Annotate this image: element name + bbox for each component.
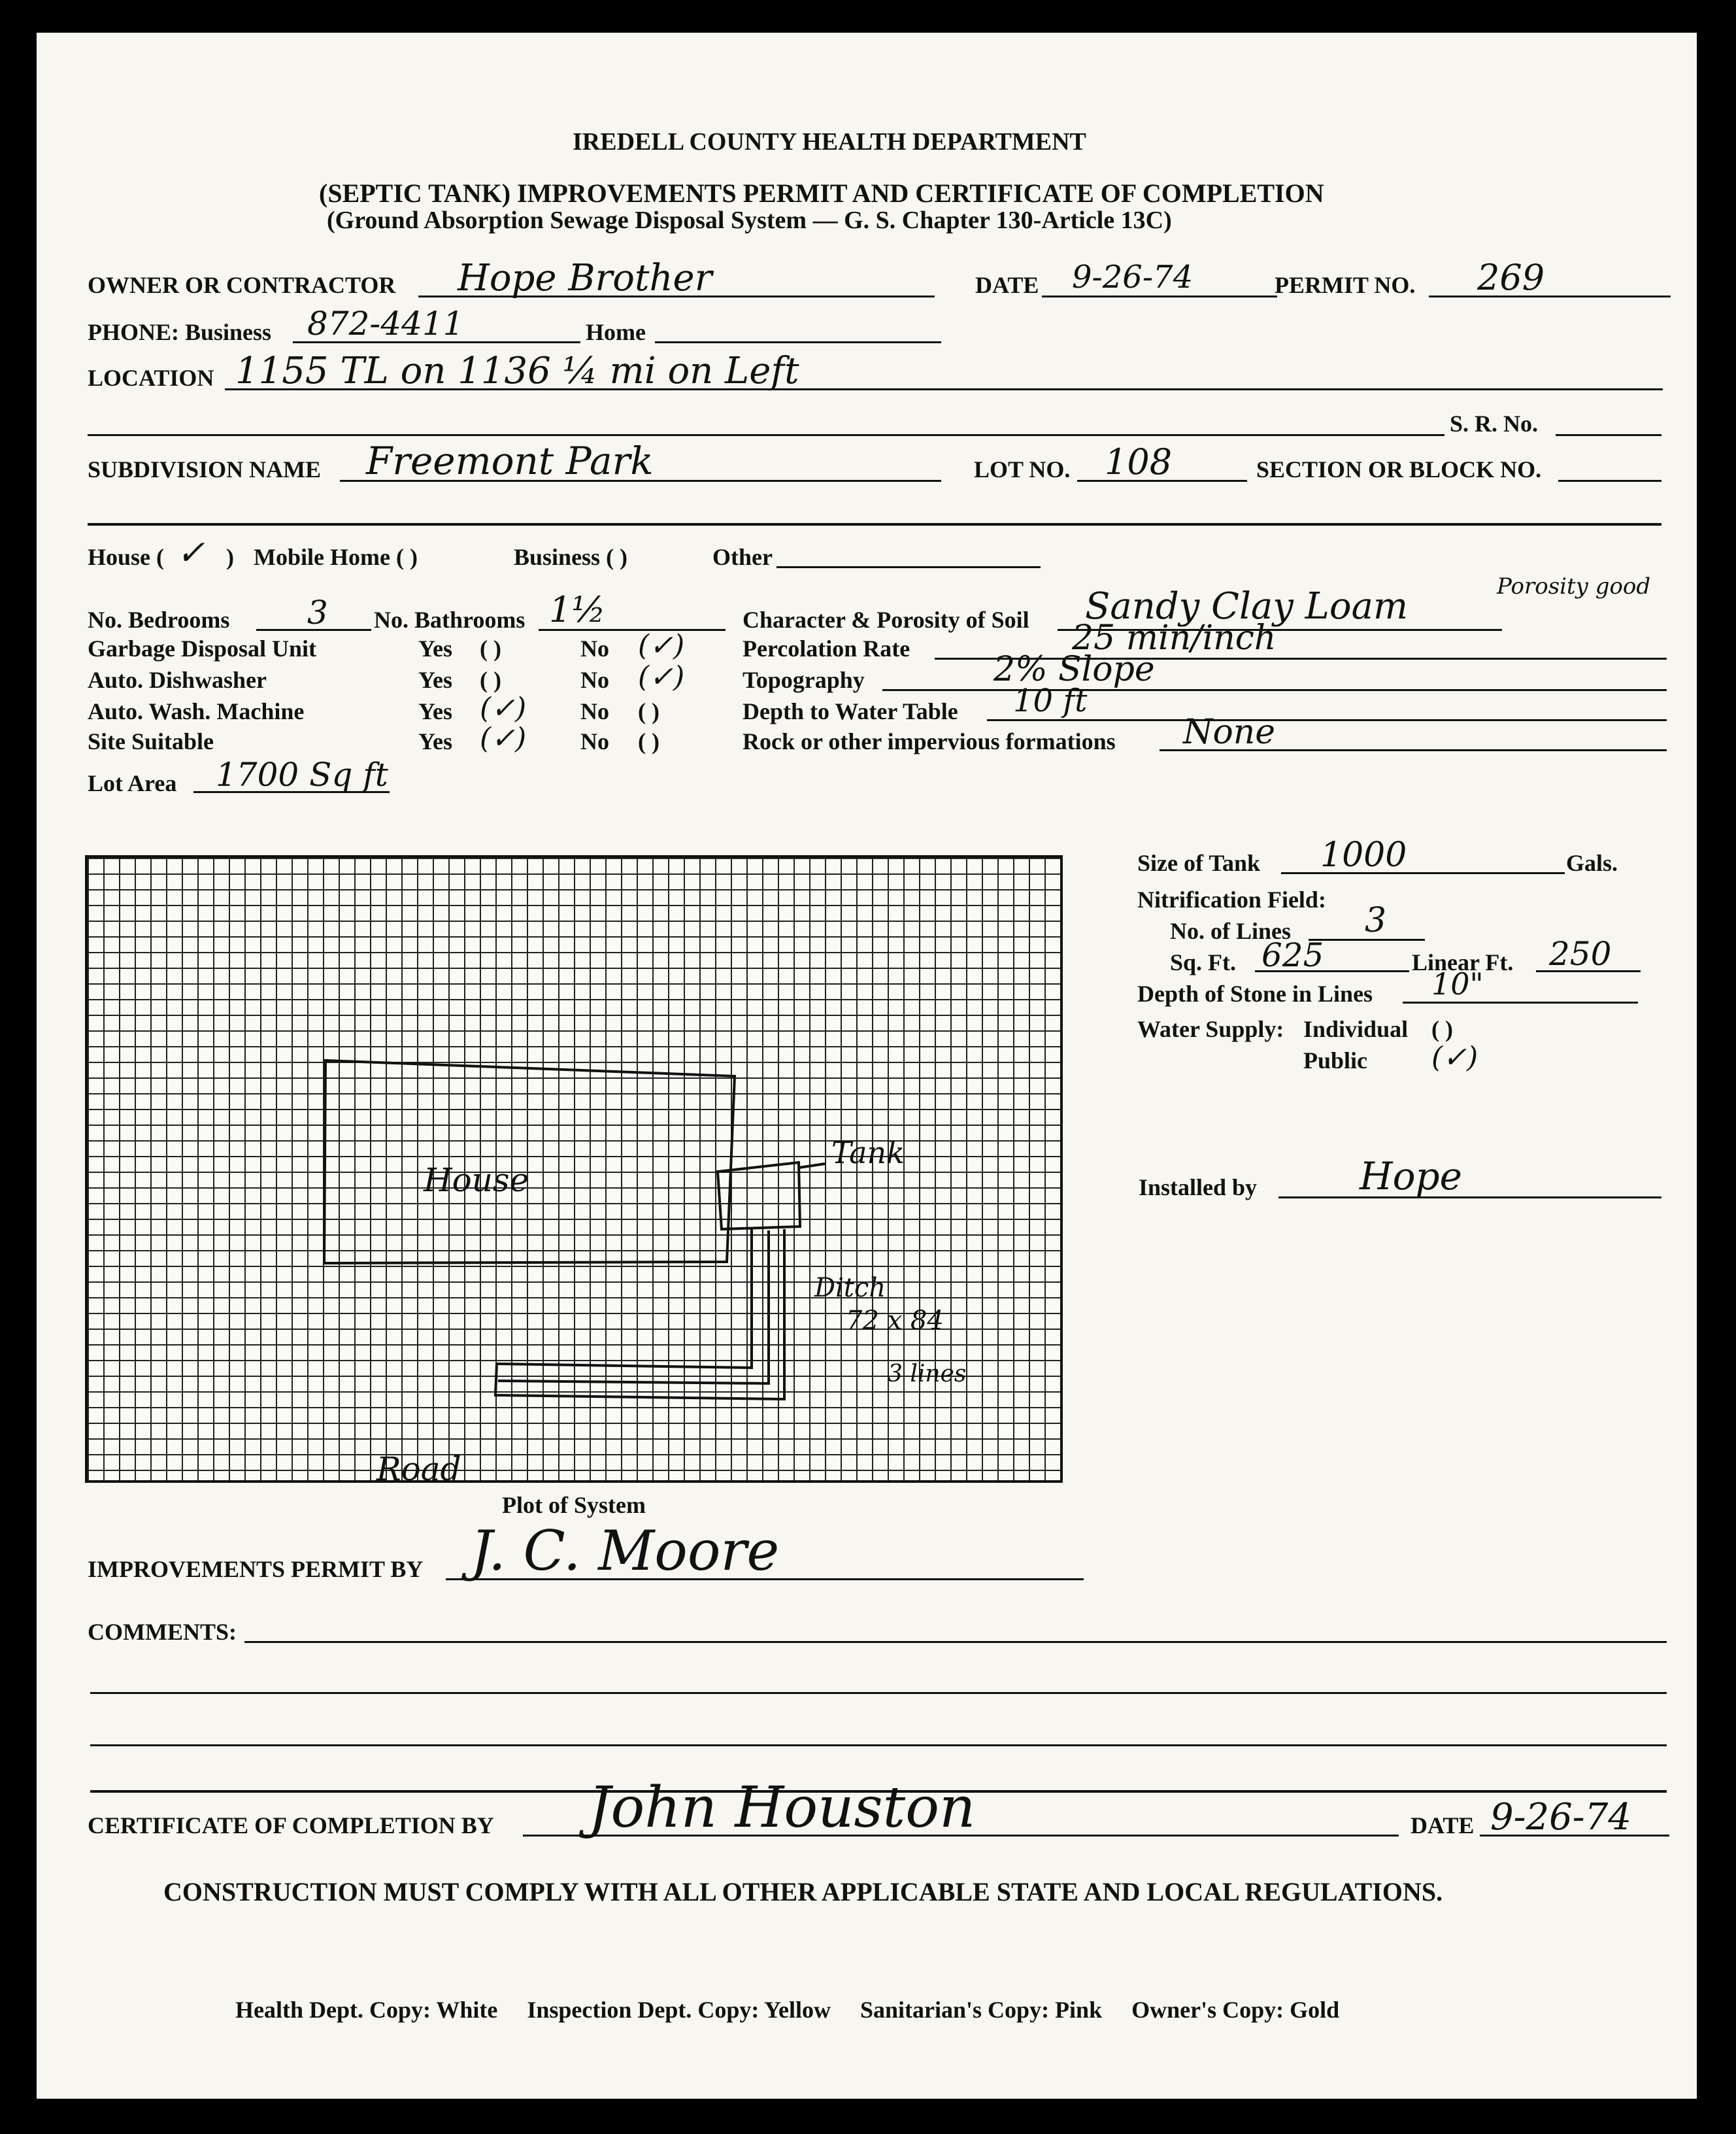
water-public-box[interactable]: (✓) bbox=[1431, 1041, 1478, 1074]
washer-no: No bbox=[580, 698, 609, 724]
topography-value[interactable]: 2% Slope bbox=[993, 650, 1155, 689]
suitable-yes-box[interactable]: (✓) bbox=[480, 722, 527, 755]
dishwasher-yes-box[interactable]: ( ) bbox=[480, 667, 501, 693]
owner-value[interactable]: Hope Brother bbox=[458, 257, 712, 299]
certificate-date-value[interactable]: 9-26-74 bbox=[1490, 1796, 1631, 1838]
water-individual-label: Individual bbox=[1303, 1016, 1409, 1042]
installed-by-label: Installed by bbox=[1139, 1174, 1258, 1200]
water-individual-box[interactable]: ( ) bbox=[1431, 1016, 1453, 1042]
rock-value[interactable]: None bbox=[1183, 713, 1276, 752]
business-option[interactable]: Business ( ) bbox=[514, 544, 628, 570]
mobile-home-option[interactable]: Mobile Home ( ) bbox=[254, 544, 418, 570]
sqft-value[interactable]: 625 bbox=[1261, 936, 1324, 974]
house-type-close: ) bbox=[226, 544, 234, 570]
sr-label: S. R. No. bbox=[1450, 411, 1539, 437]
garbage-yes: Yes bbox=[418, 635, 452, 662]
form-title: (SEPTIC TANK) IMPROVEMENTS PERMIT AND CERTIFICATE OF COMPLETION bbox=[319, 178, 1324, 208]
plot-lines-note-1: Ditch bbox=[814, 1273, 886, 1303]
dishwasher-no-box[interactable]: (✓) bbox=[638, 660, 685, 694]
location-label: LOCATION bbox=[88, 365, 214, 391]
owner-label: OWNER OR CONTRACTOR bbox=[88, 272, 396, 298]
plot-caption: Plot of System bbox=[502, 1492, 646, 1518]
nitrification-line-1 bbox=[497, 1229, 752, 1368]
garbage-label: Garbage Disposal Unit bbox=[88, 635, 317, 662]
nitrification-label: Nitrification Field: bbox=[1137, 887, 1326, 913]
rock-label: Rock or other impervious formations bbox=[743, 728, 1116, 754]
water-public-label: Public bbox=[1303, 1047, 1368, 1074]
certificate-date-label: DATE bbox=[1410, 1812, 1475, 1838]
suitable-yes: Yes bbox=[418, 728, 452, 754]
linear-ft-value[interactable]: 250 bbox=[1549, 935, 1612, 973]
soil-character-label: Character & Porosity of Soil bbox=[743, 607, 1029, 633]
improvements-permit-signature[interactable]: J. C. Moore bbox=[471, 1519, 780, 1583]
bathrooms-value[interactable]: 1½ bbox=[549, 589, 606, 630]
phone-label: PHONE: Business bbox=[88, 319, 272, 345]
location-value[interactable]: 1155 TL on 1136 ¼ mi on Left bbox=[235, 350, 799, 392]
date-label: DATE bbox=[975, 272, 1039, 298]
percolation-value[interactable]: 25 min/inch bbox=[1072, 618, 1277, 658]
soil-porosity-note[interactable]: Porosity good bbox=[1497, 573, 1651, 600]
plot-lines-note-3: 3 lines bbox=[888, 1361, 967, 1387]
washer-label: Auto. Wash. Machine bbox=[88, 698, 305, 724]
phone-home-label: Home bbox=[586, 319, 646, 345]
stone-depth-label: Depth of Stone in Lines bbox=[1137, 981, 1373, 1007]
linear-ft-label: Linear Ft. bbox=[1412, 949, 1514, 975]
lot-area-label: Lot Area bbox=[88, 770, 177, 796]
lines-count-label: No. of Lines bbox=[1170, 918, 1292, 944]
lot-area-value[interactable]: 1700 Sq ft bbox=[216, 756, 388, 794]
lot-label: LOT NO. bbox=[974, 456, 1071, 483]
certificate-label: CERTIFICATE OF COMPLETION BY bbox=[88, 1812, 494, 1838]
other-label: Other bbox=[712, 544, 773, 570]
water-table-label: Depth to Water Table bbox=[743, 698, 958, 724]
permit-label: PERMIT NO. bbox=[1275, 272, 1416, 298]
dishwasher-no: No bbox=[580, 667, 609, 693]
stone-depth-value[interactable]: 10" bbox=[1431, 966, 1484, 1002]
garbage-yes-box[interactable]: ( ) bbox=[480, 635, 501, 662]
bedrooms-value[interactable]: 3 bbox=[307, 594, 328, 632]
improvements-permit-label: IMPROVEMENTS PERMIT BY bbox=[88, 1556, 424, 1582]
sqft-label: Sq. Ft. bbox=[1170, 949, 1237, 975]
copy-distribution: Health Dept. Copy: White Inspection Dept. Copy: Yellow Sanitarian's Copy: Pink Owner's Copy: Gold bbox=[235, 1997, 1340, 2023]
subdivision-value[interactable]: Freemont Park bbox=[366, 439, 654, 483]
permit-value[interactable]: 269 bbox=[1477, 257, 1545, 298]
tank-size-label: Size of Tank bbox=[1137, 850, 1261, 876]
dishwasher-label: Auto. Dishwasher bbox=[88, 667, 267, 693]
certificate-signature[interactable]: John Houston bbox=[588, 1775, 976, 1840]
plot-road-label: Road bbox=[376, 1450, 461, 1488]
percolation-label: Percolation Rate bbox=[743, 635, 910, 662]
garbage-no: No bbox=[580, 635, 609, 662]
water-table-value[interactable]: 10 ft bbox=[1013, 683, 1088, 719]
plot-house-label: House bbox=[424, 1161, 529, 1199]
suitable-no: No bbox=[580, 728, 609, 754]
department-heading: IREDELL COUNTY HEALTH DEPARTMENT bbox=[573, 128, 1086, 156]
plot-tank-label: Tank bbox=[831, 1135, 905, 1170]
tank-gals-label: Gals. bbox=[1566, 850, 1618, 876]
house-outline bbox=[324, 1060, 735, 1263]
topography-label: Topography bbox=[743, 667, 865, 693]
soil-character-value[interactable]: Sandy Clay Loam bbox=[1085, 585, 1409, 628]
washer-yes-box[interactable]: (✓) bbox=[480, 692, 527, 725]
bedrooms-label: No. Bedrooms bbox=[88, 607, 230, 633]
nitrification-line-3 bbox=[495, 1229, 784, 1399]
subdivision-label: SUBDIVISION NAME bbox=[88, 456, 322, 483]
suitable-no-box[interactable]: ( ) bbox=[638, 728, 659, 754]
lot-value[interactable]: 108 bbox=[1105, 441, 1173, 483]
water-supply-label: Water Supply: bbox=[1137, 1016, 1284, 1042]
comments-label: COMMENTS: bbox=[88, 1619, 237, 1645]
section-label: SECTION OR BLOCK NO. bbox=[1256, 456, 1542, 483]
installed-by-value[interactable]: Hope bbox=[1360, 1154, 1462, 1198]
date-value[interactable]: 9-26-74 bbox=[1072, 259, 1194, 296]
tank-leader bbox=[799, 1164, 825, 1168]
house-type-label: House ( bbox=[88, 544, 164, 570]
plot-lines-note-2: 72 x 84 bbox=[846, 1306, 944, 1336]
bathrooms-label: No. Bathrooms bbox=[374, 607, 526, 633]
dishwasher-yes: Yes bbox=[418, 667, 452, 693]
house-type-check[interactable]: ✓ bbox=[176, 534, 205, 573]
washer-no-box[interactable]: ( ) bbox=[638, 698, 659, 724]
washer-yes: Yes bbox=[418, 698, 452, 724]
suitable-label: Site Suitable bbox=[88, 728, 214, 754]
tank-size-value[interactable]: 1000 bbox=[1320, 836, 1407, 875]
form-subtitle: (Ground Absorption Sewage Disposal System — G. S. Chapter 130-Article 13C) bbox=[327, 207, 1172, 234]
phone-business[interactable]: 872-4411 bbox=[307, 305, 464, 343]
lines-count-value[interactable]: 3 bbox=[1365, 901, 1387, 940]
compliance-notice: CONSTRUCTION MUST COMPLY WITH ALL OTHER APPLICABLE STATE AND LOCAL REGULATIONS. bbox=[163, 1877, 1443, 1906]
garbage-no-box[interactable]: (✓) bbox=[638, 629, 685, 662]
